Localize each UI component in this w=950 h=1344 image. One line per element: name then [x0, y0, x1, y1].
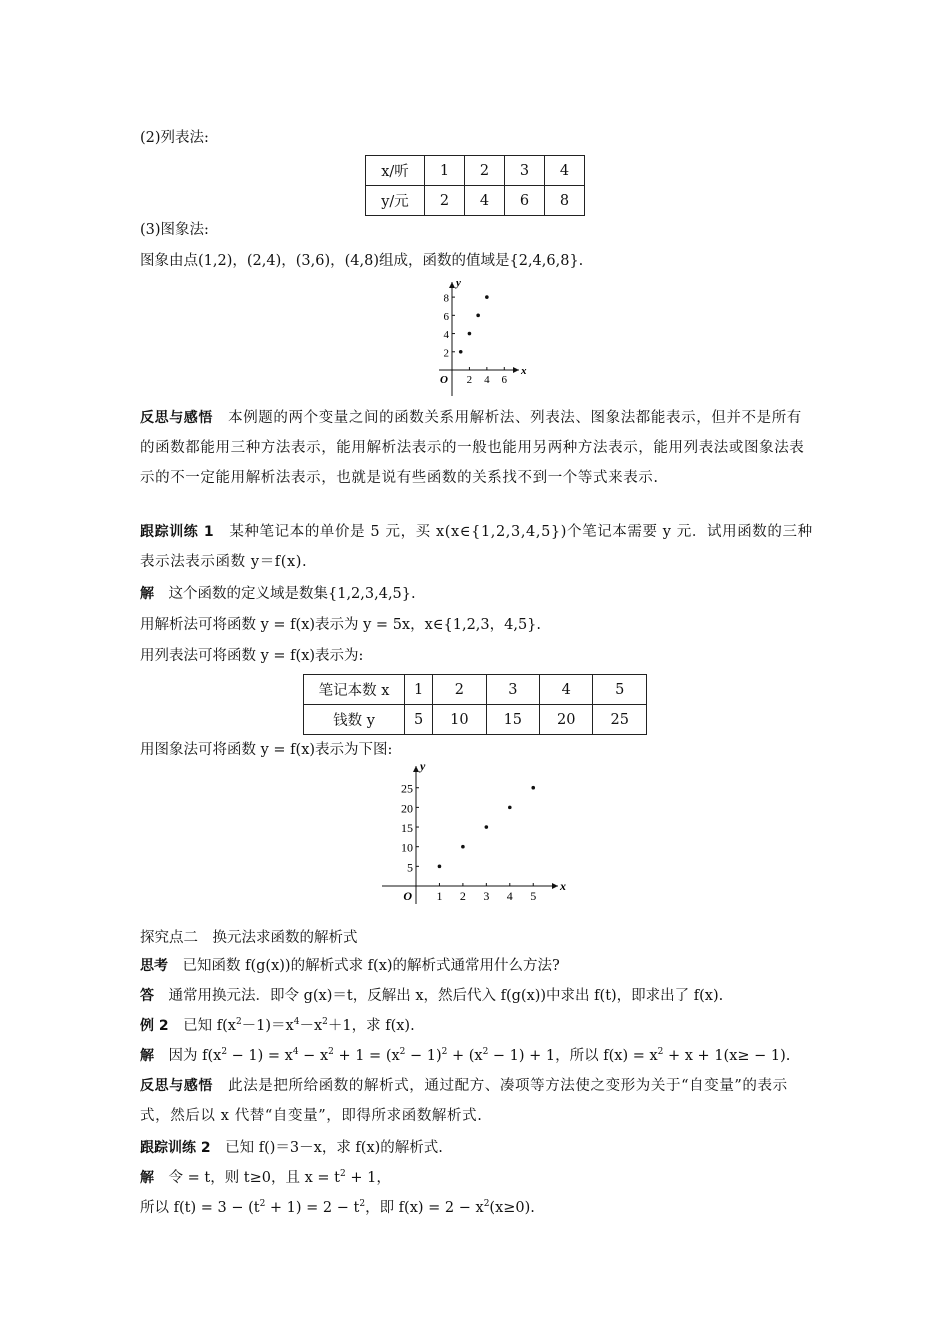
exercise-2 — [140, 1138, 816, 1158]
table-cell: 3 — [505, 156, 545, 186]
table-cell: 4 — [540, 675, 593, 705]
solution-3-line-2 — [140, 1198, 816, 1218]
superscript: 4 — [292, 1047, 299, 1058]
solution-line-2: 用解析法可将函数 y = f(x)表示为 y = 5x，x∈{1,2,3，4,5}. — [140, 617, 542, 633]
formula-text: －x — [299, 1018, 323, 1034]
table-cell: 2 — [465, 156, 505, 186]
table-cell: 5 — [593, 675, 647, 705]
think-line — [140, 956, 816, 976]
reflection-title: 反思与感悟 — [140, 1078, 213, 1094]
y-tick-label: 2 — [443, 347, 449, 360]
formula-text: (x≥0). — [489, 1200, 535, 1216]
x-axis-arrow — [513, 367, 519, 373]
answer-line — [140, 986, 816, 1006]
x-tick-label: 6 — [501, 374, 508, 386]
data-point — [461, 845, 465, 849]
formula-text: + x + 1(x≥ − 1). — [663, 1048, 791, 1064]
origin-label: O — [403, 889, 412, 903]
origin-label: O — [440, 374, 448, 386]
graph-description: 图象由点(1,2)，(2,4)，(3,6)，(4,8)组成，函数的值域是{2,4,6,8}. — [140, 253, 584, 269]
reflection-title: 反思与感悟 — [140, 410, 213, 426]
superscript: 2 — [322, 1017, 328, 1028]
x-tick-label: 5 — [530, 889, 537, 903]
formula-text: ＋1，求 f(x). — [327, 1018, 415, 1034]
x-axis-label: x — [521, 365, 527, 377]
y-tick-label: 20 — [401, 801, 413, 816]
think-title: 思考 — [140, 958, 168, 974]
reflection-text: 此法是把所给函数的解析式，通过配方、凑项等方法使之变形为关于“自变量”的表示式，然后以 x 代替“自变量”，即得所求函数解析式. — [140, 1078, 788, 1124]
y-tick-label: 6 — [443, 310, 449, 323]
data-point — [485, 825, 489, 829]
reflection-paragraph-2 — [140, 1071, 816, 1131]
y-tick-label: 25 — [401, 781, 413, 796]
exercise-1 — [140, 517, 816, 577]
solution-label: 解 — [140, 1170, 154, 1186]
think-text: 已知函数 f(g(x))的解析式求 f(x)的解析式通常用什么方法? — [182, 958, 560, 974]
table-cell: 4 — [465, 186, 505, 216]
table-cell: 2 — [425, 186, 465, 216]
y-axis-arrow — [449, 282, 455, 288]
formula-text: − 1) + 1，所以 f(x) = x — [488, 1048, 658, 1064]
y-tick-label: 4 — [443, 329, 449, 342]
data-point — [485, 295, 489, 299]
formula-text: 因为 f(x — [168, 1048, 222, 1064]
table-cell: 8 — [545, 186, 585, 216]
reflection-text: 本例题的两个变量之间的函数关系用解析法、列表法、图象法都能表示，但并不是所有的函数都能用三种方法表示，能用解析法表示的一般也能用另两种方法表示，能用列表法或图象法表示的不一定能用解析法表示，也就是说有些函数的关系找不到一个等式来表示. — [140, 410, 805, 486]
solution-label: 解 — [140, 586, 154, 602]
y-tick-label: 5 — [407, 860, 413, 875]
superscript: 2 — [235, 1017, 242, 1028]
example-title: 例 2 — [140, 1018, 169, 1034]
table-row — [304, 705, 647, 735]
table-cell: 钱数 y — [304, 705, 405, 735]
price-table — [365, 155, 585, 216]
table-cell: 笔记本数 x — [304, 675, 405, 705]
superscript: 2 — [657, 1047, 664, 1058]
answer-title: 答 — [140, 988, 154, 1004]
solution-line-4: 用图象法可将函数 y = f(x)表示为下图: — [140, 742, 393, 758]
y-axis-label: y — [456, 277, 461, 289]
solution-3-line-1 — [140, 1168, 816, 1188]
table-cell: 10 — [433, 705, 486, 735]
table-cell: 3 — [486, 675, 539, 705]
table-cell: x/听 — [366, 156, 425, 186]
section-heading-list-method: (2)列表法: — [140, 130, 209, 146]
section-heading-graph-method: (3)图象法: — [140, 222, 209, 238]
formula-text: + 1， — [345, 1170, 391, 1186]
formula-text: + 1 = (x — [333, 1048, 400, 1064]
solution-label: 解 — [140, 1048, 154, 1064]
superscript: 2 — [340, 1169, 346, 1180]
exercise-text: 已知 f()＝3－x，求 f(x)的解析式. — [225, 1140, 443, 1156]
superscript: 2 — [483, 1199, 490, 1210]
table-cell: 20 — [540, 705, 593, 735]
solution-text: 这个函数的定义域是数集{1,2,3,4,5}. — [168, 586, 416, 602]
reflection-paragraph-1 — [140, 403, 816, 493]
superscript: 2 — [482, 1047, 489, 1058]
formula-text: − 1) — [405, 1048, 442, 1064]
table-cell: 6 — [505, 186, 545, 216]
solution-line-1 — [140, 584, 816, 604]
table-cell: 5 — [405, 705, 433, 735]
example-2 — [140, 1016, 816, 1036]
solution-line-3: 用列表法可将函数 y = f(x)表示为: — [140, 648, 364, 664]
x-tick-label: 4 — [506, 889, 513, 903]
data-point — [531, 786, 535, 790]
table-row — [366, 186, 585, 216]
exercise-title: 跟踪训练 2 — [140, 1140, 211, 1156]
x-axis-label: x — [560, 879, 566, 893]
x-tick-label: 1 — [436, 889, 443, 903]
scatter-chart-1 — [425, 278, 525, 398]
y-axis-arrow — [413, 766, 419, 772]
table-row — [304, 675, 647, 705]
y-tick-label: 8 — [443, 292, 449, 305]
y-axis-label: y — [420, 759, 426, 773]
exercise-title: 跟踪训练 1 — [140, 524, 215, 540]
superscript: 2 — [328, 1047, 334, 1058]
y-tick-label: 10 — [401, 840, 413, 855]
answer-text: 通常用换元法．即令 g(x)＝t，反解出 x，然后代入 f(g(x))中求出 f(t)，即求出了 f(x). — [168, 988, 724, 1004]
formula-text: 令 = t，则 t≥0，且 x = t — [168, 1170, 340, 1186]
data-point — [476, 314, 480, 318]
x-tick-label: 3 — [483, 889, 490, 903]
x-tick-label: 4 — [484, 374, 490, 386]
formula-text: − 1) = x — [227, 1048, 293, 1064]
table-cell: 15 — [486, 705, 539, 735]
scatter-chart-2 — [378, 759, 574, 908]
explore-heading: 探究点二 换元法求函数的解析式 — [140, 930, 358, 946]
table-cell: 25 — [593, 705, 647, 735]
x-tick-label: 2 — [459, 889, 466, 903]
formula-text: + (x — [447, 1048, 483, 1064]
formula-text: －1)＝x — [241, 1018, 294, 1034]
superscript: 4 — [293, 1017, 300, 1028]
data-point — [468, 332, 472, 336]
y-tick-label: 15 — [401, 821, 413, 836]
x-tick-label: 2 — [466, 374, 473, 386]
table-cell: 1 — [425, 156, 465, 186]
formula-text: + 1) = 2 − t — [265, 1200, 360, 1216]
table-cell: y/元 — [366, 186, 425, 216]
table-cell: 1 — [405, 675, 433, 705]
x-axis-arrow — [552, 883, 558, 889]
table-cell: 4 — [545, 156, 585, 186]
superscript: 2 — [359, 1199, 366, 1210]
notebook-table — [303, 674, 647, 735]
formula-text: ，即 f(x) = 2 − x — [365, 1200, 484, 1216]
data-point — [459, 350, 463, 354]
solution-2 — [140, 1046, 816, 1066]
superscript: 2 — [399, 1047, 406, 1058]
data-point — [438, 865, 442, 869]
formula-text: 所以 f(t) = 3 − (t — [140, 1200, 260, 1216]
exercise-text: 某种笔记本的单价是 5 元，买 x(x∈{1,2,3,4,5})个笔记本需要 y 元．试用函数的三种表示法表示函数 y＝f(x). — [140, 524, 813, 570]
formula-text: 已知 f(x — [183, 1018, 236, 1034]
superscript: 2 — [441, 1047, 448, 1058]
table-row — [366, 156, 585, 186]
table-cell: 2 — [433, 675, 486, 705]
superscript: 2 — [221, 1047, 228, 1058]
data-point — [508, 806, 512, 810]
superscript: 2 — [259, 1199, 266, 1210]
formula-text: − x — [298, 1048, 329, 1064]
